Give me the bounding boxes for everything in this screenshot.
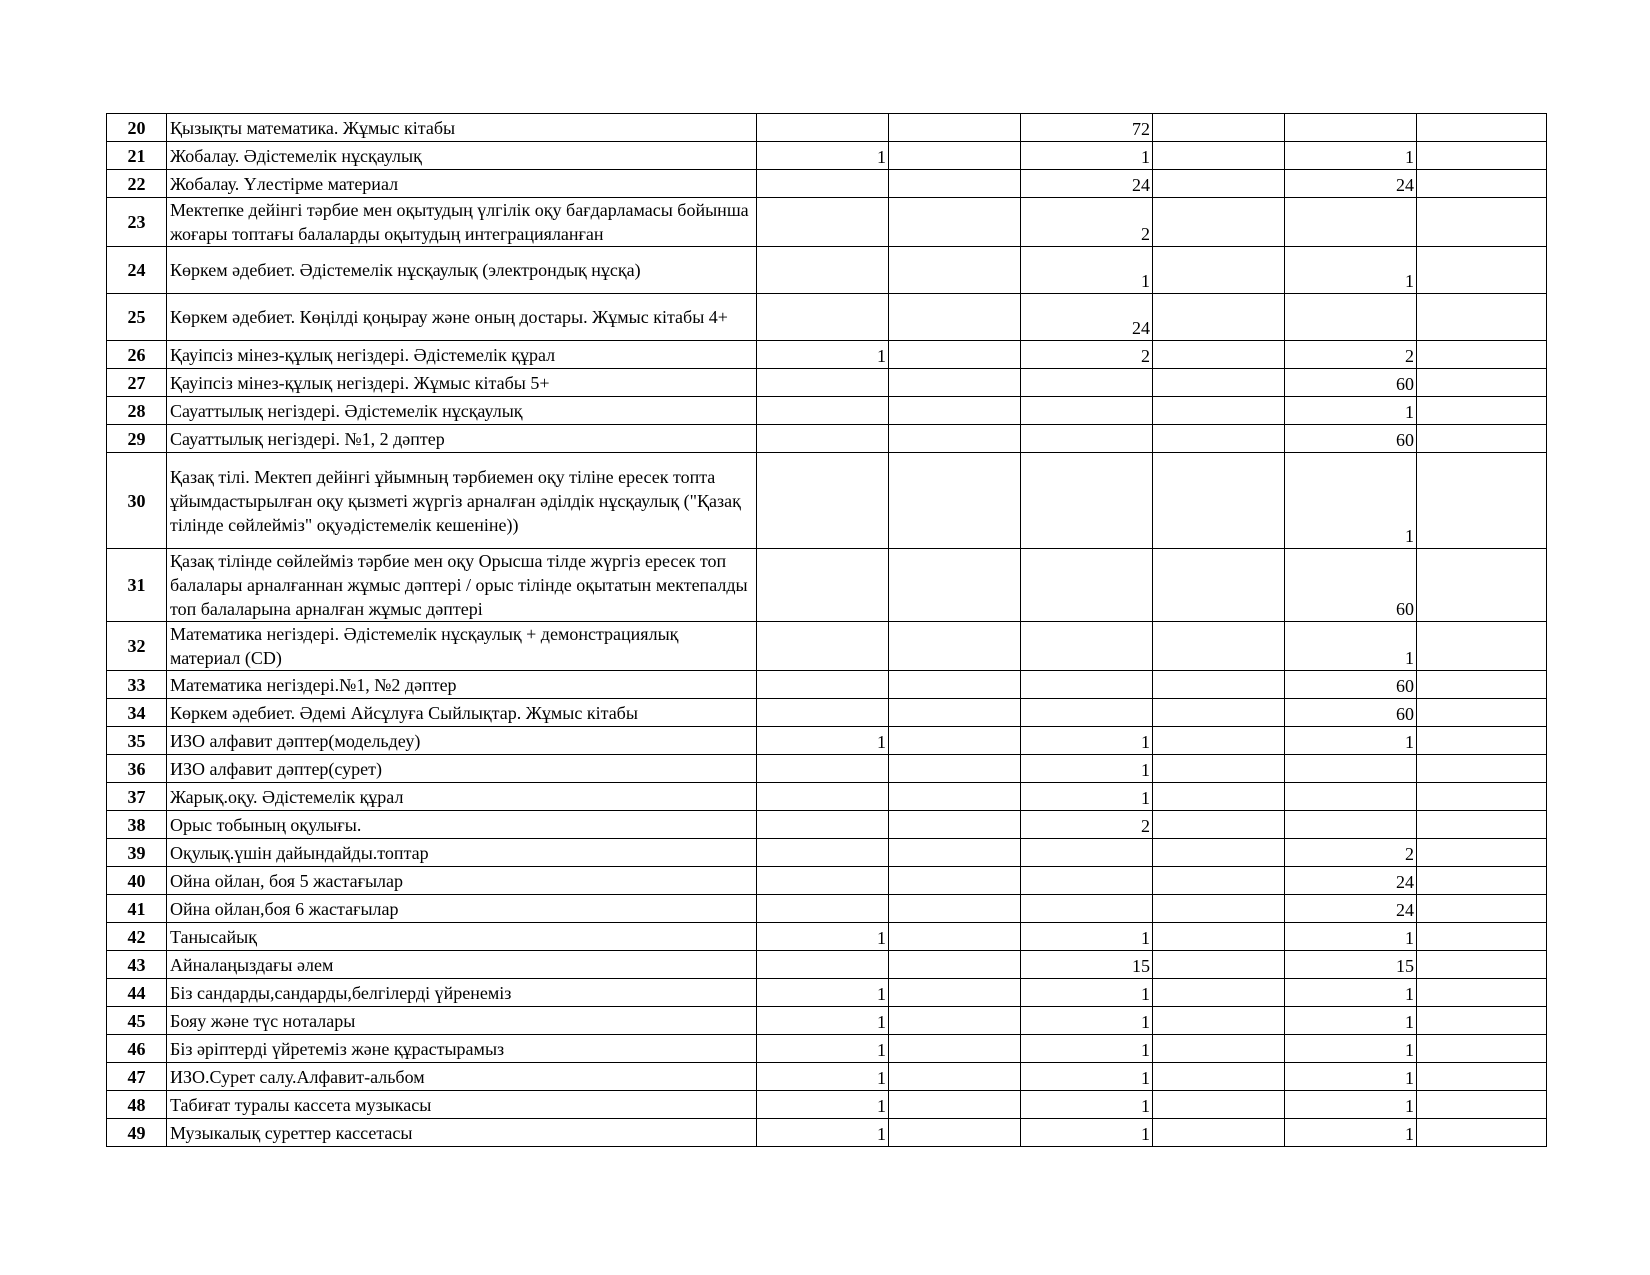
- quantity-cell-c3: 1: [1021, 247, 1153, 294]
- quantity-cell-c2: [889, 699, 1021, 727]
- row-number: 48: [107, 1091, 167, 1119]
- quantity-cell-c3: [1021, 453, 1153, 549]
- quantity-cell-c5: 1: [1285, 453, 1417, 549]
- quantity-cell-c1: [757, 867, 889, 895]
- quantity-cell-c4: [1153, 247, 1285, 294]
- quantity-cell-c5: 1: [1285, 1119, 1417, 1147]
- table-row: [107, 549, 1547, 622]
- quantity-cell-c3: 72: [1021, 114, 1153, 142]
- quantity-cell-c2: [889, 142, 1021, 170]
- item-title: Қазақ тілінде сөйлейміз тәрбие мен оқу Орысша тілде жүргіз ересек топ балалары арналғаннан жұмыс дәптері / орыс тілінде оқытатын мектепалды топ балаларына арналған жұмыс дәптері: [167, 549, 757, 622]
- row-number: 46: [107, 1035, 167, 1063]
- table-row: [107, 783, 1547, 811]
- quantity-cell-c4: [1153, 198, 1285, 247]
- quantity-cell-c2: [889, 1007, 1021, 1035]
- quantity-cell-c3: [1021, 699, 1153, 727]
- row-number: 38: [107, 811, 167, 839]
- table-row: [107, 839, 1547, 867]
- quantity-cell-c4: [1153, 425, 1285, 453]
- row-number: 40: [107, 867, 167, 895]
- quantity-cell-c3: 1: [1021, 979, 1153, 1007]
- quantity-cell-c1: [757, 811, 889, 839]
- quantity-cell-c1: [757, 198, 889, 247]
- item-title: Оқулық.үшін дайындайды.топтар: [167, 839, 757, 867]
- quantity-cell-c3: [1021, 397, 1153, 425]
- quantity-cell-c3: [1021, 549, 1153, 622]
- quantity-cell-c5: 60: [1285, 671, 1417, 699]
- quantity-cell-c4: [1153, 895, 1285, 923]
- table-row: [107, 142, 1547, 170]
- table-row: [107, 1007, 1547, 1035]
- quantity-cell-c3: 2: [1021, 198, 1153, 247]
- quantity-cell-c4: [1153, 1007, 1285, 1035]
- row-number: 32: [107, 622, 167, 671]
- quantity-cell-c6: [1417, 755, 1547, 783]
- quantity-cell-c2: [889, 1119, 1021, 1147]
- quantity-cell-c2: [889, 1035, 1021, 1063]
- quantity-cell-c5: [1285, 198, 1417, 247]
- quantity-cell-c5: 24: [1285, 867, 1417, 895]
- quantity-cell-c5: 1: [1285, 1091, 1417, 1119]
- quantity-cell-c4: [1153, 783, 1285, 811]
- quantity-cell-c5: 60: [1285, 369, 1417, 397]
- quantity-cell-c5: 1: [1285, 142, 1417, 170]
- item-title: Қазақ тілі. Мектеп дейінгі ұйымның тәрбиемен оқу тіліне ересек топта ұйымдастырылған оқу қызметі жүргіз арналған әділдік нұсқаулық ("Қазақ тілінде сөйлейміз" оқуәдістемелік кешеніне)): [167, 453, 757, 549]
- row-number: 41: [107, 895, 167, 923]
- table-row: [107, 811, 1547, 839]
- quantity-cell-c3: 1: [1021, 142, 1153, 170]
- quantity-cell-c4: [1153, 699, 1285, 727]
- item-title: Қауіпсіз мінез-құлық негіздері. Әдістемелік құрал: [167, 341, 757, 369]
- row-number: 30: [107, 453, 167, 549]
- table-row: [107, 727, 1547, 755]
- quantity-cell-c5: [1285, 811, 1417, 839]
- row-number: 27: [107, 369, 167, 397]
- quantity-cell-c4: [1153, 341, 1285, 369]
- quantity-cell-c4: [1153, 1119, 1285, 1147]
- item-title: Табиғат туралы кассета музыкасы: [167, 1091, 757, 1119]
- quantity-cell-c2: [889, 839, 1021, 867]
- quantity-cell-c2: [889, 1091, 1021, 1119]
- quantity-cell-c1: 1: [757, 979, 889, 1007]
- quantity-cell-c1: [757, 294, 889, 341]
- item-title: Көркем әдебиет. Көңілді қоңырау және оның достары. Жұмыс кітабы 4+: [167, 294, 757, 341]
- quantity-cell-c6: [1417, 114, 1547, 142]
- quantity-cell-c1: [757, 839, 889, 867]
- quantity-cell-c2: [889, 895, 1021, 923]
- quantity-cell-c4: [1153, 622, 1285, 671]
- quantity-cell-c6: [1417, 979, 1547, 1007]
- quantity-cell-c1: 1: [757, 1007, 889, 1035]
- quantity-cell-c2: [889, 294, 1021, 341]
- table-row: [107, 425, 1547, 453]
- table-row: [107, 951, 1547, 979]
- quantity-cell-c2: [889, 170, 1021, 198]
- quantity-cell-c6: [1417, 369, 1547, 397]
- quantity-cell-c6: [1417, 923, 1547, 951]
- item-title: Айналаңыздағы әлем: [167, 951, 757, 979]
- quantity-cell-c3: 24: [1021, 170, 1153, 198]
- quantity-cell-c5: 1: [1285, 923, 1417, 951]
- quantity-cell-c6: [1417, 951, 1547, 979]
- table-row: [107, 114, 1547, 142]
- quantity-cell-c2: [889, 811, 1021, 839]
- table-row: [107, 397, 1547, 425]
- quantity-cell-c2: [889, 727, 1021, 755]
- item-title: ИЗО.Сурет салу.Алфавит-альбом: [167, 1063, 757, 1091]
- row-number: 49: [107, 1119, 167, 1147]
- quantity-cell-c2: [889, 341, 1021, 369]
- quantity-cell-c1: 1: [757, 341, 889, 369]
- quantity-cell-c3: [1021, 895, 1153, 923]
- quantity-cell-c5: 1: [1285, 1035, 1417, 1063]
- quantity-cell-c4: [1153, 923, 1285, 951]
- row-number: 25: [107, 294, 167, 341]
- quantity-cell-c6: [1417, 425, 1547, 453]
- item-title: Ойна ойлан, боя 5 жастағылар: [167, 867, 757, 895]
- quantity-cell-c3: 1: [1021, 1035, 1153, 1063]
- quantity-cell-c6: [1417, 294, 1547, 341]
- quantity-cell-c4: [1153, 727, 1285, 755]
- quantity-cell-c6: [1417, 671, 1547, 699]
- quantity-cell-c3: [1021, 671, 1153, 699]
- quantity-cell-c4: [1153, 453, 1285, 549]
- quantity-cell-c1: [757, 783, 889, 811]
- item-title: Ойна ойлан,боя 6 жастағылар: [167, 895, 757, 923]
- quantity-cell-c3: 1: [1021, 923, 1153, 951]
- quantity-cell-c5: 60: [1285, 425, 1417, 453]
- table-body: [107, 114, 1547, 1147]
- quantity-cell-c3: 1: [1021, 755, 1153, 783]
- quantity-cell-c5: 60: [1285, 549, 1417, 622]
- quantity-cell-c6: [1417, 811, 1547, 839]
- row-number: 23: [107, 198, 167, 247]
- quantity-cell-c6: [1417, 1007, 1547, 1035]
- quantity-cell-c5: 15: [1285, 951, 1417, 979]
- quantity-cell-c1: [757, 114, 889, 142]
- quantity-cell-c6: [1417, 198, 1547, 247]
- row-number: 45: [107, 1007, 167, 1035]
- quantity-cell-c6: [1417, 839, 1547, 867]
- quantity-cell-c2: [889, 1063, 1021, 1091]
- quantity-cell-c6: [1417, 142, 1547, 170]
- quantity-cell-c3: [1021, 425, 1153, 453]
- quantity-cell-c4: [1153, 811, 1285, 839]
- quantity-cell-c2: [889, 622, 1021, 671]
- row-number: 34: [107, 699, 167, 727]
- quantity-cell-c4: [1153, 867, 1285, 895]
- quantity-cell-c1: 1: [757, 1091, 889, 1119]
- quantity-cell-c1: [757, 170, 889, 198]
- quantity-cell-c2: [889, 198, 1021, 247]
- quantity-cell-c2: [889, 397, 1021, 425]
- table-row: [107, 369, 1547, 397]
- quantity-cell-c1: [757, 425, 889, 453]
- quantity-cell-c3: 1: [1021, 1119, 1153, 1147]
- quantity-cell-c2: [889, 453, 1021, 549]
- table-row: [107, 1035, 1547, 1063]
- item-title: Сауаттылық негіздері. Әдістемелік нұсқаулық: [167, 397, 757, 425]
- row-number: 29: [107, 425, 167, 453]
- quantity-cell-c3: [1021, 622, 1153, 671]
- item-title: Сауаттылық негіздері. №1, 2 дәптер: [167, 425, 757, 453]
- quantity-cell-c5: [1285, 294, 1417, 341]
- quantity-cell-c2: [889, 247, 1021, 294]
- row-number: 20: [107, 114, 167, 142]
- quantity-cell-c4: [1153, 142, 1285, 170]
- item-title: Орыс тобының оқулығы.: [167, 811, 757, 839]
- quantity-cell-c1: [757, 622, 889, 671]
- quantity-cell-c4: [1153, 671, 1285, 699]
- quantity-cell-c5: 2: [1285, 839, 1417, 867]
- quantity-cell-c1: 1: [757, 727, 889, 755]
- quantity-cell-c2: [889, 755, 1021, 783]
- item-title: Математика негіздері. Әдістемелік нұсқаулық + демонстрациялық материал (CD): [167, 622, 757, 671]
- quantity-cell-c5: 2: [1285, 341, 1417, 369]
- quantity-cell-c3: 24: [1021, 294, 1153, 341]
- item-title: Көркем әдебиет. Әдістемелік нұсқаулық (электрондық нұсқа): [167, 247, 757, 294]
- table-row: [107, 247, 1547, 294]
- quantity-cell-c3: [1021, 369, 1153, 397]
- row-number: 43: [107, 951, 167, 979]
- item-title: Біз әріптерді үйретеміз және құрастырамыз: [167, 1035, 757, 1063]
- quantity-cell-c1: [757, 755, 889, 783]
- row-number: 26: [107, 341, 167, 369]
- quantity-cell-c2: [889, 783, 1021, 811]
- quantity-cell-c4: [1153, 1091, 1285, 1119]
- quantity-cell-c1: [757, 671, 889, 699]
- quantity-cell-c6: [1417, 1119, 1547, 1147]
- item-title: Жобалау. Әдістемелік нұсқаулық: [167, 142, 757, 170]
- quantity-cell-c1: 1: [757, 1119, 889, 1147]
- row-number: 42: [107, 923, 167, 951]
- item-title: Көркем әдебиет. Әдемі Айсұлуға Сыйлықтар. Жұмыс кітабы: [167, 699, 757, 727]
- table-row: [107, 198, 1547, 247]
- quantity-cell-c1: [757, 453, 889, 549]
- quantity-cell-c1: 1: [757, 1063, 889, 1091]
- row-number: 31: [107, 549, 167, 622]
- table-row: [107, 341, 1547, 369]
- quantity-cell-c1: [757, 247, 889, 294]
- quantity-cell-c2: [889, 549, 1021, 622]
- quantity-cell-c5: 1: [1285, 1063, 1417, 1091]
- row-number: 24: [107, 247, 167, 294]
- quantity-cell-c3: 2: [1021, 341, 1153, 369]
- quantity-cell-c4: [1153, 114, 1285, 142]
- quantity-cell-c5: 1: [1285, 622, 1417, 671]
- table-row: [107, 170, 1547, 198]
- quantity-cell-c6: [1417, 783, 1547, 811]
- quantity-cell-c5: 1: [1285, 247, 1417, 294]
- quantity-cell-c3: 1: [1021, 727, 1153, 755]
- row-number: 21: [107, 142, 167, 170]
- quantity-cell-c2: [889, 979, 1021, 1007]
- quantity-cell-c3: 1: [1021, 783, 1153, 811]
- table-row: [107, 979, 1547, 1007]
- inventory-table: [106, 113, 1547, 1147]
- quantity-cell-c4: [1153, 951, 1285, 979]
- quantity-cell-c1: [757, 951, 889, 979]
- item-title: Жарық.оқу. Әдістемелік құрал: [167, 783, 757, 811]
- quantity-cell-c4: [1153, 755, 1285, 783]
- quantity-cell-c4: [1153, 170, 1285, 198]
- quantity-cell-c6: [1417, 453, 1547, 549]
- quantity-cell-c6: [1417, 247, 1547, 294]
- row-number: 37: [107, 783, 167, 811]
- quantity-cell-c1: 1: [757, 1035, 889, 1063]
- row-number: 28: [107, 397, 167, 425]
- quantity-cell-c2: [889, 951, 1021, 979]
- quantity-cell-c6: [1417, 622, 1547, 671]
- item-title: ИЗО алфавит дәптер(сурет): [167, 755, 757, 783]
- quantity-cell-c2: [889, 114, 1021, 142]
- quantity-cell-c4: [1153, 294, 1285, 341]
- row-number: 36: [107, 755, 167, 783]
- item-title: Мектепке дейінгі тәрбие мен оқытудың үлгілік оқу бағдарламасы бойынша жоғары топтағы балаларды оқытудың интеграцияланған: [167, 198, 757, 247]
- table-row: [107, 699, 1547, 727]
- row-number: 44: [107, 979, 167, 1007]
- quantity-cell-c6: [1417, 397, 1547, 425]
- quantity-cell-c4: [1153, 1035, 1285, 1063]
- quantity-cell-c3: 15: [1021, 951, 1153, 979]
- quantity-cell-c2: [889, 867, 1021, 895]
- table-row: [107, 622, 1547, 671]
- quantity-cell-c3: 1: [1021, 1007, 1153, 1035]
- quantity-cell-c2: [889, 425, 1021, 453]
- item-title: Бояу және түс ноталары: [167, 1007, 757, 1035]
- quantity-cell-c1: [757, 397, 889, 425]
- quantity-cell-c6: [1417, 1063, 1547, 1091]
- quantity-cell-c2: [889, 923, 1021, 951]
- quantity-cell-c5: [1285, 783, 1417, 811]
- quantity-cell-c2: [889, 369, 1021, 397]
- quantity-cell-c6: [1417, 867, 1547, 895]
- quantity-cell-c5: [1285, 114, 1417, 142]
- quantity-cell-c6: [1417, 727, 1547, 755]
- quantity-cell-c5: [1285, 755, 1417, 783]
- quantity-cell-c1: [757, 699, 889, 727]
- quantity-cell-c1: 1: [757, 142, 889, 170]
- item-title: Музыкалық суреттер кассетасы: [167, 1119, 757, 1147]
- quantity-cell-c4: [1153, 839, 1285, 867]
- quantity-cell-c3: [1021, 839, 1153, 867]
- table-row: [107, 1119, 1547, 1147]
- quantity-cell-c5: 24: [1285, 170, 1417, 198]
- row-number: 33: [107, 671, 167, 699]
- quantity-cell-c4: [1153, 1063, 1285, 1091]
- quantity-cell-c6: [1417, 341, 1547, 369]
- item-title: Танысайық: [167, 923, 757, 951]
- quantity-cell-c3: [1021, 867, 1153, 895]
- item-title: Біз сандарды,сандарды,белгілерді үйренеміз: [167, 979, 757, 1007]
- row-number: 39: [107, 839, 167, 867]
- quantity-cell-c6: [1417, 699, 1547, 727]
- quantity-cell-c2: [889, 671, 1021, 699]
- quantity-cell-c4: [1153, 549, 1285, 622]
- quantity-cell-c6: [1417, 549, 1547, 622]
- item-title: Қауіпсіз мінез-құлық негіздері. Жұмыс кітабы 5+: [167, 369, 757, 397]
- quantity-cell-c6: [1417, 1035, 1547, 1063]
- table-row: [107, 755, 1547, 783]
- quantity-cell-c5: 1: [1285, 727, 1417, 755]
- table-row: [107, 453, 1547, 549]
- quantity-cell-c5: 1: [1285, 1007, 1417, 1035]
- item-title: Қызықты математика. Жұмыс кітабы: [167, 114, 757, 142]
- quantity-cell-c6: [1417, 895, 1547, 923]
- quantity-cell-c3: 2: [1021, 811, 1153, 839]
- table-row: [107, 671, 1547, 699]
- quantity-cell-c1: [757, 369, 889, 397]
- quantity-cell-c3: 1: [1021, 1063, 1153, 1091]
- table-row: [107, 867, 1547, 895]
- quantity-cell-c6: [1417, 1091, 1547, 1119]
- table-row: [107, 294, 1547, 341]
- item-title: Жобалау. Үлестірме материал: [167, 170, 757, 198]
- row-number: 47: [107, 1063, 167, 1091]
- table-row: [107, 1063, 1547, 1091]
- table-row: [107, 895, 1547, 923]
- row-number: 22: [107, 170, 167, 198]
- quantity-cell-c6: [1417, 170, 1547, 198]
- item-title: Математика негіздері.№1, №2 дәптер: [167, 671, 757, 699]
- item-title: ИЗО алфавит дәптер(модельдеу): [167, 727, 757, 755]
- quantity-cell-c5: 1: [1285, 979, 1417, 1007]
- quantity-cell-c1: 1: [757, 923, 889, 951]
- quantity-cell-c5: 24: [1285, 895, 1417, 923]
- quantity-cell-c4: [1153, 397, 1285, 425]
- quantity-cell-c3: 1: [1021, 1091, 1153, 1119]
- quantity-cell-c4: [1153, 979, 1285, 1007]
- table-row: [107, 923, 1547, 951]
- quantity-cell-c1: [757, 549, 889, 622]
- row-number: 35: [107, 727, 167, 755]
- quantity-cell-c1: [757, 895, 889, 923]
- quantity-cell-c5: 1: [1285, 397, 1417, 425]
- table-row: [107, 1091, 1547, 1119]
- quantity-cell-c4: [1153, 369, 1285, 397]
- quantity-cell-c5: 60: [1285, 699, 1417, 727]
